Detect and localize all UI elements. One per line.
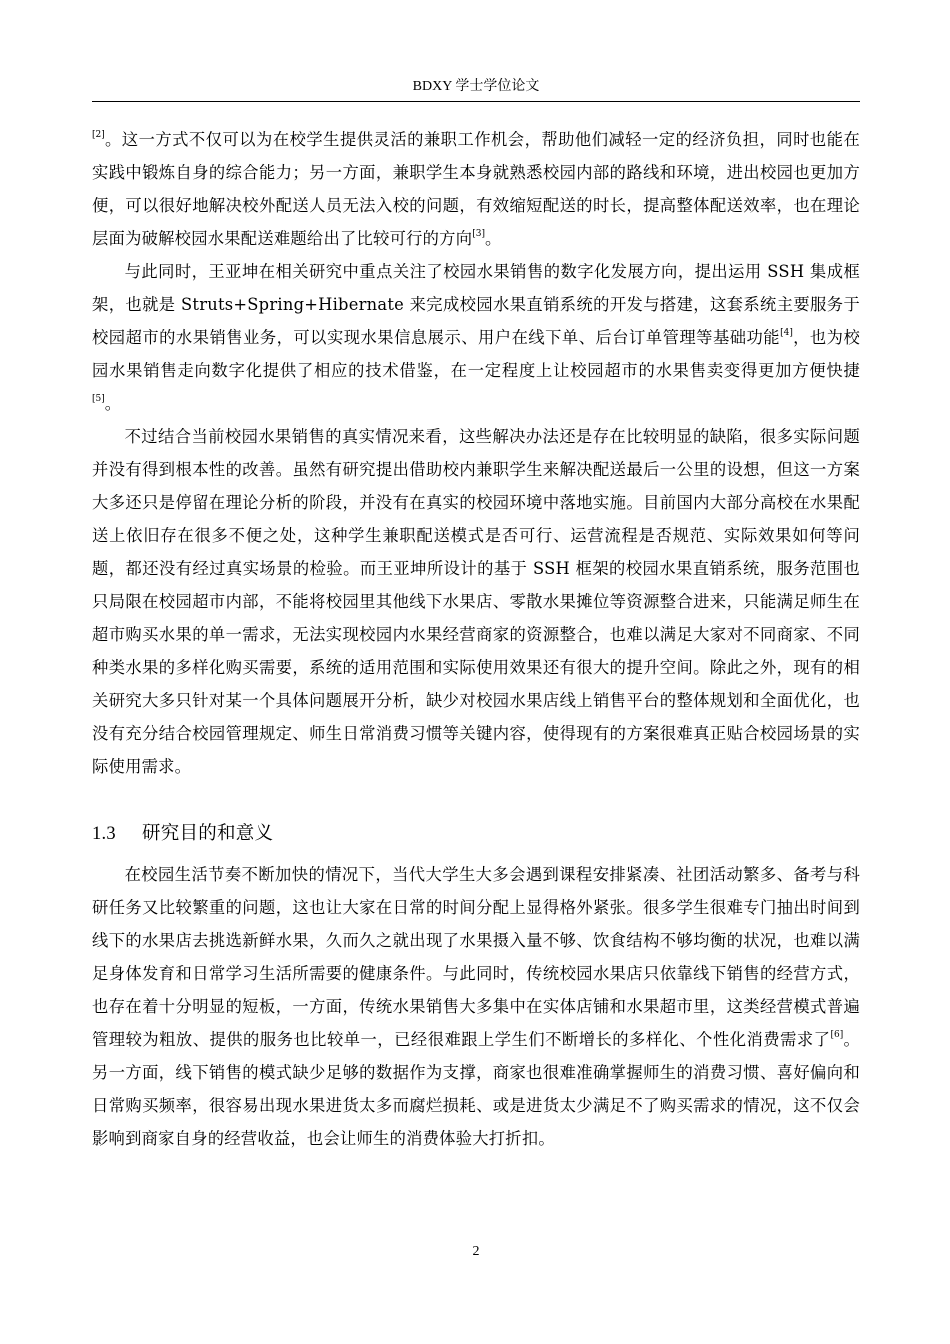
citation-3[interactable]: [3] (472, 229, 485, 239)
paragraph-2 (92, 255, 860, 420)
header-rule (92, 101, 860, 102)
citation-4[interactable]: [4] (780, 328, 793, 338)
section-number: 1.3 (92, 824, 116, 844)
page-number: 2 (472, 1244, 480, 1259)
citation-5[interactable]: [5] (92, 394, 105, 404)
section-heading (92, 783, 860, 858)
paragraph-2-text-b: ，也为校园水果销售走向数字化提供了相应的技术借鉴，在一定程度上让校园超市的水果售卖变得更加方便快捷 (92, 328, 860, 380)
section-title: 研究目的和意义 (142, 823, 274, 844)
paragraph-3: 不过结合当前校园水果销售的真实情况来看，这些解决办法还是存在比较明显的缺陷，很多实际问题并没有得到根本性的改善。虽然有研究提出借助校内兼职学生来解决配送最后一公里的设想，但这一方案大多还只是停留在理论分析的阶段，并没有在真实的校园环境中落地实施。目前国内大部分高校在水果配送上依旧存在很多不便之处，这种学生兼职配送模式是否可行、运营流程是否规范、实际效果如何等问题，都还没有经过真实场景的检验。而王亚坤所设计的基于 SSH 框架的校园水果直销系统，服务范围也只局限在校园超市内部，不能将校园里其他线下水果店、零散水果摊位等资源整合进来，只能满足师生在超市购买水果的单一需求，无法实现校园内水果经营商家的资源整合，也难以满足大家对不同商家、不同种类水果的多样化购买需要，系统的适用范围和实际使用效果还有很大的提升空间。除此之外，现有的相关研究大多只针对某一个具体问题展开分析，缺少对校园水果店线上销售平台的整体规划和全面优化，也没有充分结合校园管理规定、师生日常消费习惯等关键内容，使得现有的方案很难真正贴合校园场景的实际使用需求。 (92, 427, 860, 776)
paragraph-4-text-b: 。另一方面，线下销售的模式缺少足够的数据作为支撑，商家也很难准确掌握师生的消费习惯、喜好偏向和日常购买频率，很容易出现水果进货太多而腐烂损耗、或是进货太少满足不了购买需求的情况，这不仅会影响到商家自身的经营收益，也会让师生的消费体验大打折扣。 (92, 1030, 860, 1148)
paragraph-1-text-a: 。这一方式不仅可以为在校学生提供灵活的兼职工作机会，帮助他们减轻一定的经济负担，同时也能在实践中锻炼自身的综合能力；另一方面，兼职学生本身就熟悉校园内部的路线和环境，进出校园也更加方便，可以很好地解决校外配送人员无法入校的问题，有效缩短配送的时长，提高整体配送效率，也在理论层面为破解校园水果配送难题给出了比较可行的方向 (92, 130, 860, 248)
paragraph-2-text-a: 与此同时，王亚坤在相关研究中重点关注了校园水果销售的数字化发展方向，提出运用 SSH 集成框架，也就是 Struts+Spring+Hibernate 来完成校园水果直销系统的开发与搭建，这套系统主要服务于校园超市的水果销售业务，可以实现水果信息展示、用户在线下单、后台订单管理等基础功能 (92, 262, 860, 347)
body-text (92, 123, 860, 1155)
paragraph-2-text-c: 。 (104, 394, 122, 413)
paragraph-1 (92, 123, 860, 255)
citation-2[interactable]: [2] (92, 130, 105, 140)
citation-6[interactable]: [6] (830, 1030, 844, 1040)
running-header: BDXY 学士学位论文 (412, 79, 540, 94)
paragraph-1-text-b: 。 (484, 229, 502, 248)
paragraph-4-text-a: 在校园生活节奏不断加快的情况下，当代大学生大多会遇到课程安排紧凑、社团活动繁多、备考与科研任务又比较繁重的问题，这也让大家在日常的时间分配上显得格外紧张。很多学生很难专门抽出时间到线下的水果店去挑选新鲜水果，久而久之就出现了水果摄入量不够、饮食结构不够均衡的状况，也难以满足身体发育和日常学习生活所需要的健康条件。与此同时，传统校园水果店只依靠线下销售的经营方式，也存在着十分明显的短板，一方面，传统水果销售大多集中在实体店铺和水果超市里，这类经营模式普遍管理较为粗放、提供的服务也比较单一，已经很难跟上学生们不断增长的多样化、个性化消费需求了 (92, 865, 860, 1049)
paragraph-4 (92, 858, 860, 1155)
